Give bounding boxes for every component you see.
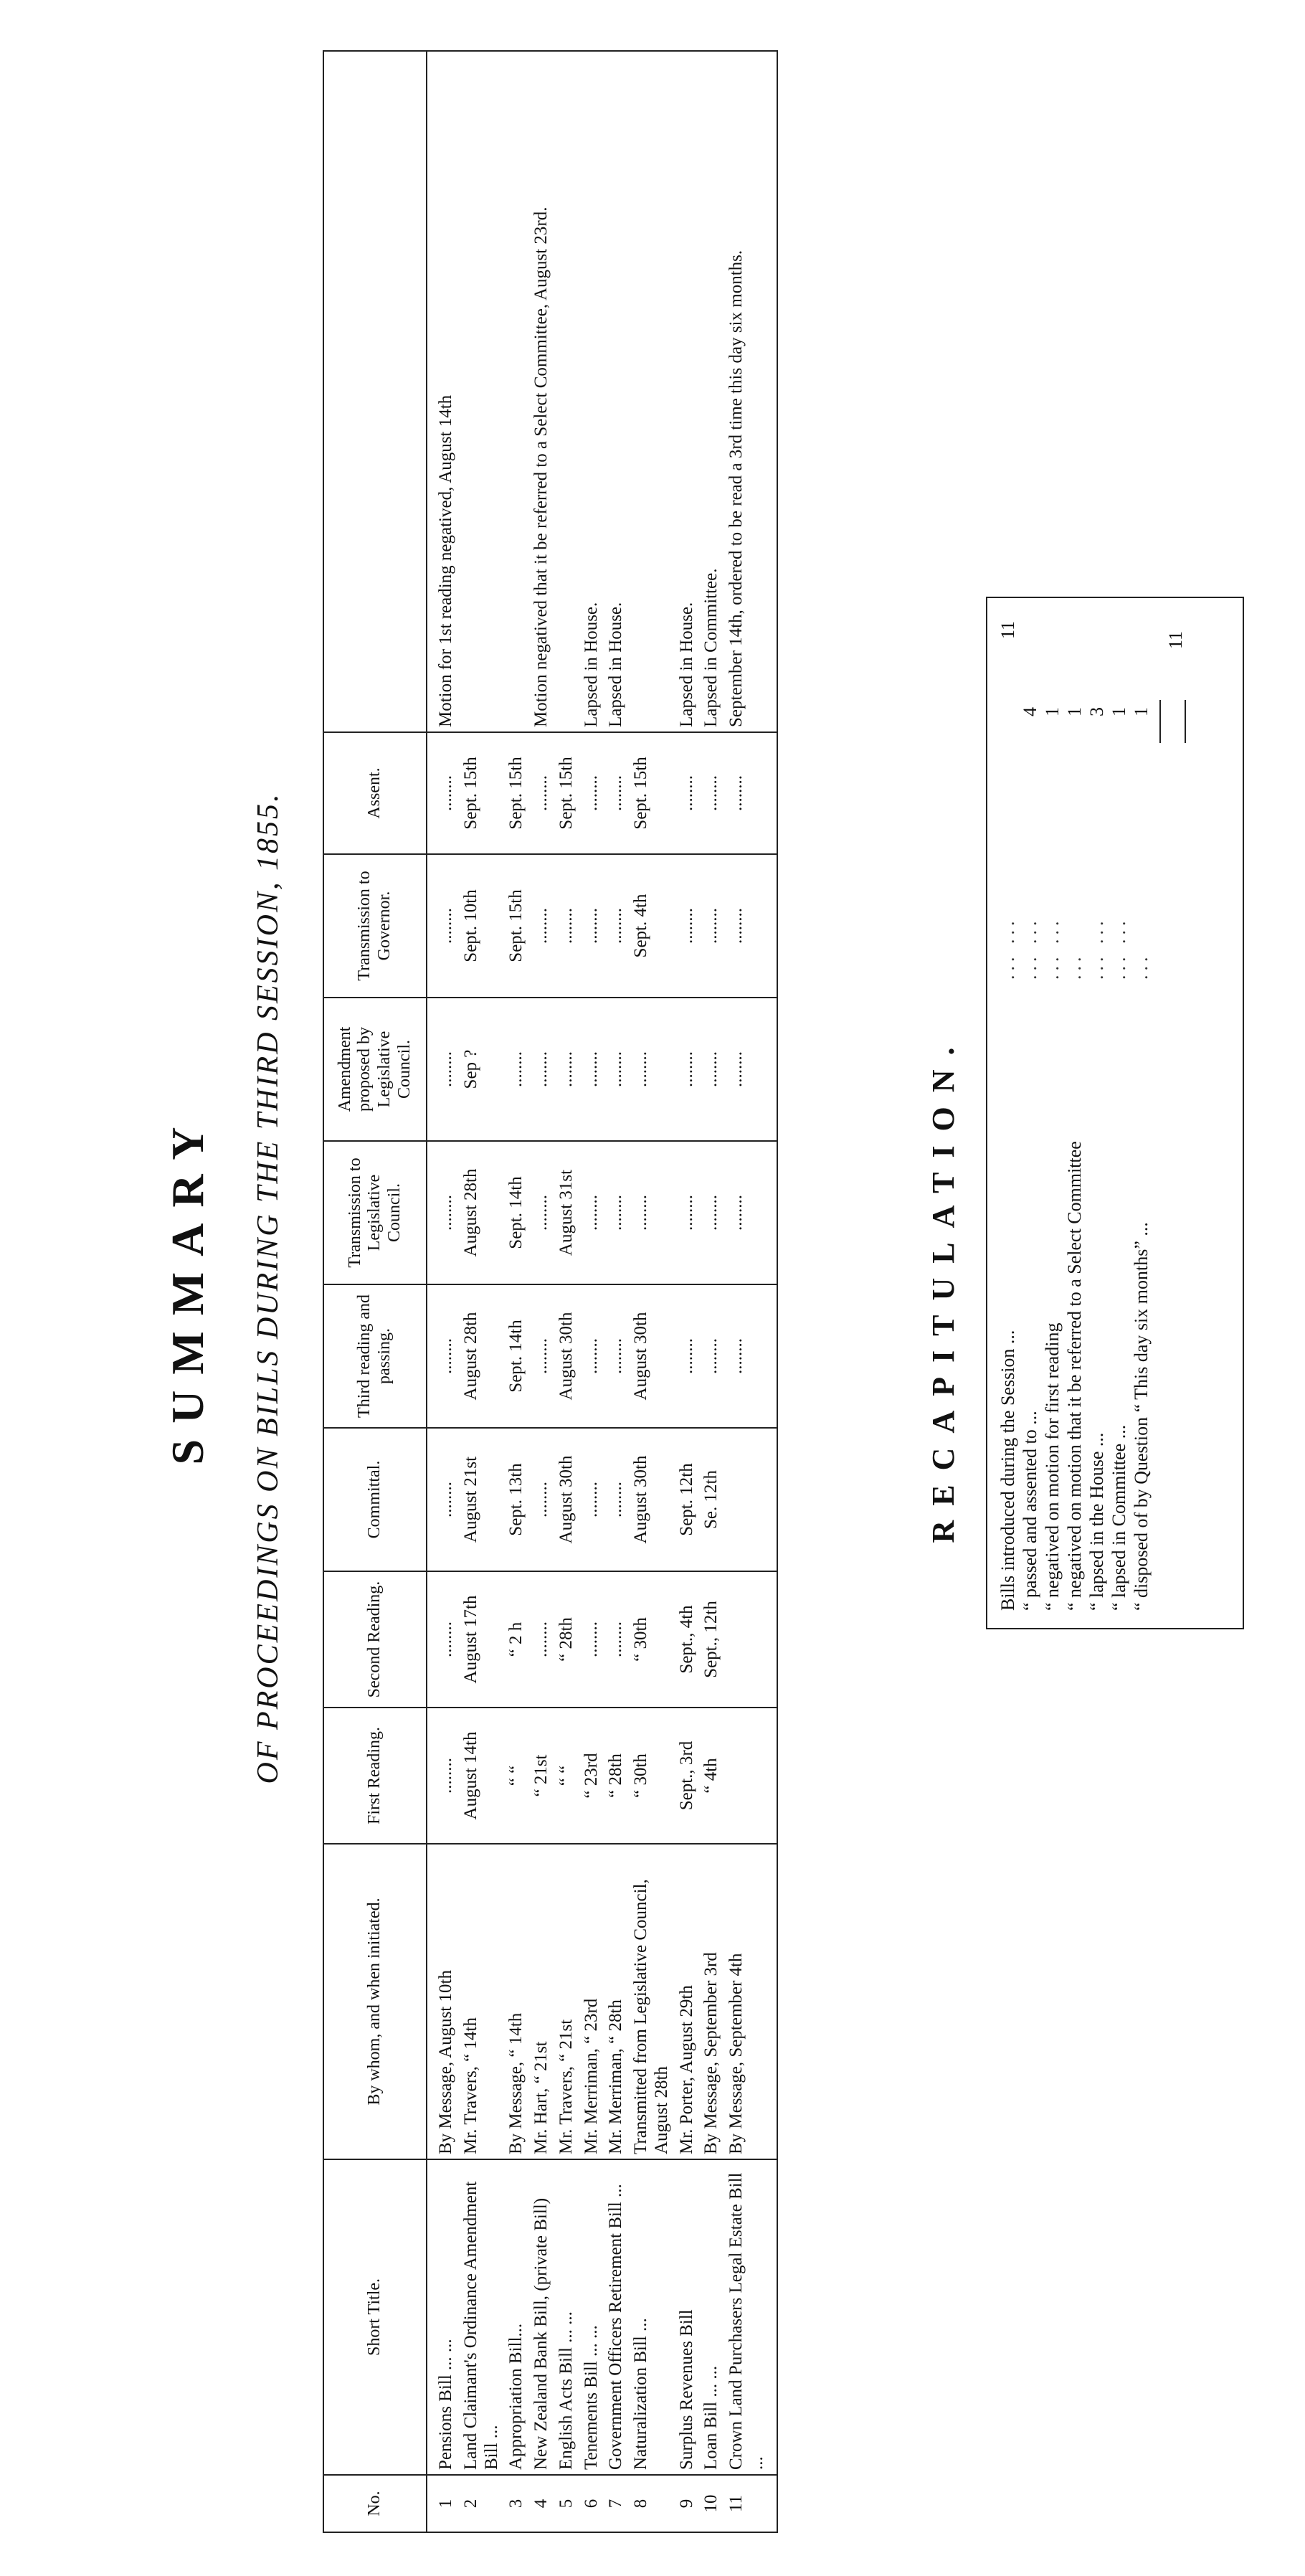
row-remarks [504,51,529,732]
recap-item [997,615,1020,1611]
summary-table-wrapper [323,52,778,2533]
row-remarks [554,51,579,732]
recap-item-value: 1 [1064,707,1085,716]
row-transmission-governor: ........ [579,854,604,998]
row-amendment: ........ [699,998,724,1141]
row-amendment: ........ [427,998,459,1141]
row-initiated: By Message, September 4th [724,1844,777,2159]
col-header-transmission-lc: Transmission to Legislative Council. [323,1141,427,1284]
row-first-reading: “ 23rd [579,1708,604,1844]
row-third-reading: ........ [604,1284,629,1428]
row-assent: Sept. 15th [504,732,529,854]
table-row [699,51,724,2532]
recap-item-label: “ passed and assented to ... [1020,1411,1040,1611]
row-remarks: Motion for 1st reading negatived, August 14th [427,51,459,732]
row-transmission-lc: August 28th [459,1141,505,1284]
recap-item-label: “ disposed of by Question “ This day six months” ... [1131,1222,1152,1611]
row-committal [724,1428,777,1571]
recap-item-dots: ... ... [1086,917,1107,980]
row-no: 6 [579,2475,604,2532]
summary-table-body [427,51,777,2532]
row-third-reading: August 28th [459,1284,505,1428]
row-transmission-lc: ........ [629,1141,675,1284]
row-committal: August 30th [629,1428,675,1571]
row-initiated: Transmitted from Legislative Council, August 28th [629,1844,675,2159]
recap-item [1020,615,1042,1611]
row-committal: August 30th [554,1428,579,1571]
row-short-title: Loan Bill ... ... [699,2159,724,2475]
row-third-reading: August 30th [554,1284,579,1428]
row-initiated: Mr. Porter, August 29th [675,1844,700,2159]
col-header-first-reading: First Reading. [323,1708,427,1844]
row-no: 9 [675,2475,700,2532]
row-second-reading [724,1571,777,1708]
row-second-reading: “ 2 h [504,1571,529,1708]
row-second-reading: “ 28th [554,1571,579,1708]
row-short-title: Government Officers Retirement Bill ... [604,2159,629,2475]
col-header-remarks [323,51,427,732]
row-remarks: September 14th, ordered to be read a 3rd time this day six months. [724,51,777,732]
table-row [604,51,629,2532]
row-third-reading: Sept. 14th [504,1284,529,1428]
table-row [579,51,604,2532]
row-third-reading: ........ [724,1284,777,1428]
row-assent: Sept. 15th [629,732,675,854]
row-transmission-lc: ........ [675,1141,700,1284]
recap-item-value: 1 [1131,707,1152,716]
row-transmission-governor: Sept. 4th [629,854,675,998]
recap-item-label: “ lapsed in the House ... [1086,1432,1107,1611]
row-transmission-governor: ........ [604,854,629,998]
recap-item-label: “ negatived on motion that it be referred to a Select Committee [1064,1141,1085,1611]
row-transmission-lc: Sept. 14th [504,1141,529,1284]
col-header-initiated: By whom, and when initiated. [323,1844,427,2159]
row-first-reading: “ “ [504,1708,529,1844]
row-no: 4 [529,2475,554,2532]
row-assent: ........ [427,732,459,854]
document-title: SUMMARY [162,1111,213,1465]
document-subtitle: OF PROCEEDINGS ON BILLS DURING THE THIRD SESSION, 1855. [252,792,285,1784]
recap-item [1109,615,1131,1611]
row-short-title: Crown Land Purchasers Legal Estate Bill ... [724,2159,777,2475]
table-row [529,51,554,2532]
row-first-reading: Sept., 3rd [675,1708,700,1844]
row-initiated: By Message, September 3rd [699,1844,724,2159]
table-row [427,51,459,2532]
row-amendment: ........ [604,998,629,1141]
recap-title: RECAPITULATION. [926,1033,961,1543]
row-no: 8 [629,2475,675,2532]
table-row [724,51,777,2532]
recap-item-label: Bills introduced during the Session ... [997,1330,1018,1611]
recap-item [1042,615,1064,1611]
row-remarks: Motion negatived that it be referred to a Select Committee, August 23rd. [529,51,554,732]
row-transmission-governor: ........ [699,854,724,998]
row-amendment: ........ [554,998,579,1141]
row-transmission-governor: Sept. 15th [504,854,529,998]
row-assent: ........ [604,732,629,854]
col-header-transmission-governor: Transmission to Governor. [323,854,427,998]
row-remarks: Lapsed in House. [579,51,604,732]
row-committal: ........ [604,1428,629,1571]
row-transmission-governor: ........ [675,854,700,998]
row-transmission-lc: ........ [579,1141,604,1284]
row-amendment: Sep ? [459,998,505,1141]
col-header-assent: Assent. [323,732,427,854]
row-remarks: Lapsed in Committee. [699,51,724,732]
row-committal: Se. 12th [699,1428,724,1571]
row-second-reading: ........ [427,1571,459,1708]
col-header-no: No. [323,2475,427,2532]
row-second-reading: ........ [604,1571,629,1708]
row-remarks [629,51,675,732]
row-no: 10 [699,2475,724,2532]
row-remarks: Lapsed in House. [604,51,629,732]
row-first-reading [724,1708,777,1844]
recap-item [1131,615,1153,1611]
summary-table [323,50,778,2533]
row-short-title: Tenements Bill ... ... [579,2159,604,2475]
row-remarks: Lapsed in House. [675,51,700,732]
recap-item-dots: ... ... [1042,917,1063,980]
row-short-title: Pensions Bill ... ... [427,2159,459,2475]
recap-item-dots: ... ... [997,917,1018,980]
row-third-reading: ........ [427,1284,459,1428]
row-committal: Sept. 13th [504,1428,529,1571]
recap-item [1064,615,1086,1611]
row-committal: August 21st [459,1428,505,1571]
recap-item-label: “ lapsed in Committee ... [1109,1424,1129,1611]
col-header-third-reading: Third reading and passing. [323,1284,427,1428]
row-third-reading: August 30th [629,1284,675,1428]
row-short-title: New Zealand Bank Bill, (private Bill) [529,2159,554,2475]
row-transmission-lc: ........ [604,1141,629,1284]
recap-item-value: 4 [1020,707,1040,716]
sum-rule [1159,700,1161,743]
row-transmission-governor: Sept. 10th [459,854,505,998]
row-transmission-lc: ........ [699,1141,724,1284]
recap-item-dots: ... ... [1109,917,1129,980]
row-transmission-lc: ........ [529,1141,554,1284]
row-amendment: ........ [724,998,777,1141]
row-committal: ........ [427,1428,459,1571]
col-header-short-title: Short Title. [323,2159,427,2475]
row-third-reading: ........ [579,1284,604,1428]
row-no: 5 [554,2475,579,2532]
recap-item-value: 1 [1109,707,1129,716]
row-assent: ........ [579,732,604,854]
row-second-reading: ........ [579,1571,604,1708]
row-first-reading: “ 4th [699,1708,724,1844]
row-assent: Sept. 15th [554,732,579,854]
row-transmission-governor: ........ [554,854,579,998]
row-amendment: ........ [629,998,675,1141]
row-short-title: Surplus Revenues Bill [675,2159,700,2475]
row-third-reading: ........ [699,1284,724,1428]
row-initiated: By Message, “ 14th [504,1844,529,2159]
row-initiated: Mr. Merriman, “ 23rd [579,1844,604,2159]
row-assent: ........ [675,732,700,854]
row-second-reading: ........ [529,1571,554,1708]
row-remarks [459,51,505,732]
row-transmission-governor: ........ [529,854,554,998]
table-header-row [323,51,427,2532]
recap-box [986,597,1244,1629]
col-header-amendment: Amendment proposed by Legislative Council. [323,998,427,1141]
row-committal: ........ [579,1428,604,1571]
recap-item [1086,615,1109,1611]
row-first-reading: “ 30th [629,1708,675,1844]
row-assent: ........ [724,732,777,854]
row-amendment: ........ [675,998,700,1141]
row-committal: ........ [529,1428,554,1571]
row-initiated: By Message, August 10th [427,1844,459,2159]
recap-item-value: 3 [1086,707,1107,716]
row-committal: Sept. 12th [675,1428,700,1571]
recap-item-value: 1 [1042,707,1063,716]
row-transmission-governor: ........ [427,854,459,998]
row-second-reading: Sept., 12th [699,1571,724,1708]
row-short-title: English Acts Bill ... ... [554,2159,579,2475]
row-first-reading: “ “ [554,1708,579,1844]
row-initiated: Mr. Hart, “ 21st [529,1844,554,2159]
row-first-reading: August 14th [459,1708,505,1844]
row-assent: ........ [529,732,554,854]
row-short-title: Appropriation Bill... [504,2159,529,2475]
row-initiated: Mr. Travers, “ 14th [459,1844,505,2159]
row-no: 2 [459,2475,505,2532]
row-short-title: Land Claimant's Ordinance Amendment Bill ... [459,2159,505,2475]
row-third-reading: ........ [675,1284,700,1428]
row-first-reading: ........ [427,1708,459,1844]
table-row [675,51,700,2532]
row-transmission-lc: ........ [724,1141,777,1284]
table-row [504,51,529,2532]
row-no: 7 [604,2475,629,2532]
row-amendment: ........ [579,998,604,1141]
recap-item-dots: ... [1064,952,1085,980]
row-amendment: ........ [529,998,554,1141]
row-transmission-lc: August 31st [554,1141,579,1284]
row-second-reading: Sept., 4th [675,1571,700,1708]
row-third-reading: ........ [529,1284,554,1428]
recap-item-label: “ negatived on motion for first reading [1042,1322,1063,1611]
recap-list [997,615,1153,1611]
row-short-title: Naturalization Bill ... [629,2159,675,2475]
recap-grand-total: 11 [1165,631,1186,650]
row-initiated: Mr. Travers, “ 21st [554,1844,579,2159]
col-header-second-reading: Second Reading. [323,1571,427,1708]
row-transmission-lc: ........ [427,1141,459,1284]
table-row [554,51,579,2532]
row-assent: ........ [699,732,724,854]
row-initiated: Mr. Merriman, “ 28th [604,1844,629,2159]
sum-rule-lower [1185,700,1186,743]
recap-item-dots: ... [1131,952,1152,980]
table-row [629,51,675,2532]
row-first-reading: “ 21st [529,1708,554,1844]
col-header-committal: Committal. [323,1428,427,1571]
table-row [459,51,505,2532]
row-no: 1 [427,2475,459,2532]
row-amendment: ........ [504,998,529,1141]
recap-item-dots: ... ... [1020,917,1040,980]
recap-item-total: 11 [997,621,1018,640]
row-second-reading: August 17th [459,1571,505,1708]
row-no: 11 [724,2475,777,2532]
row-second-reading: “ 30th [629,1571,675,1708]
row-no: 3 [504,2475,529,2532]
row-transmission-governor: ........ [724,854,777,998]
row-first-reading: “ 28th [604,1708,629,1844]
row-assent: Sept. 15th [459,732,505,854]
